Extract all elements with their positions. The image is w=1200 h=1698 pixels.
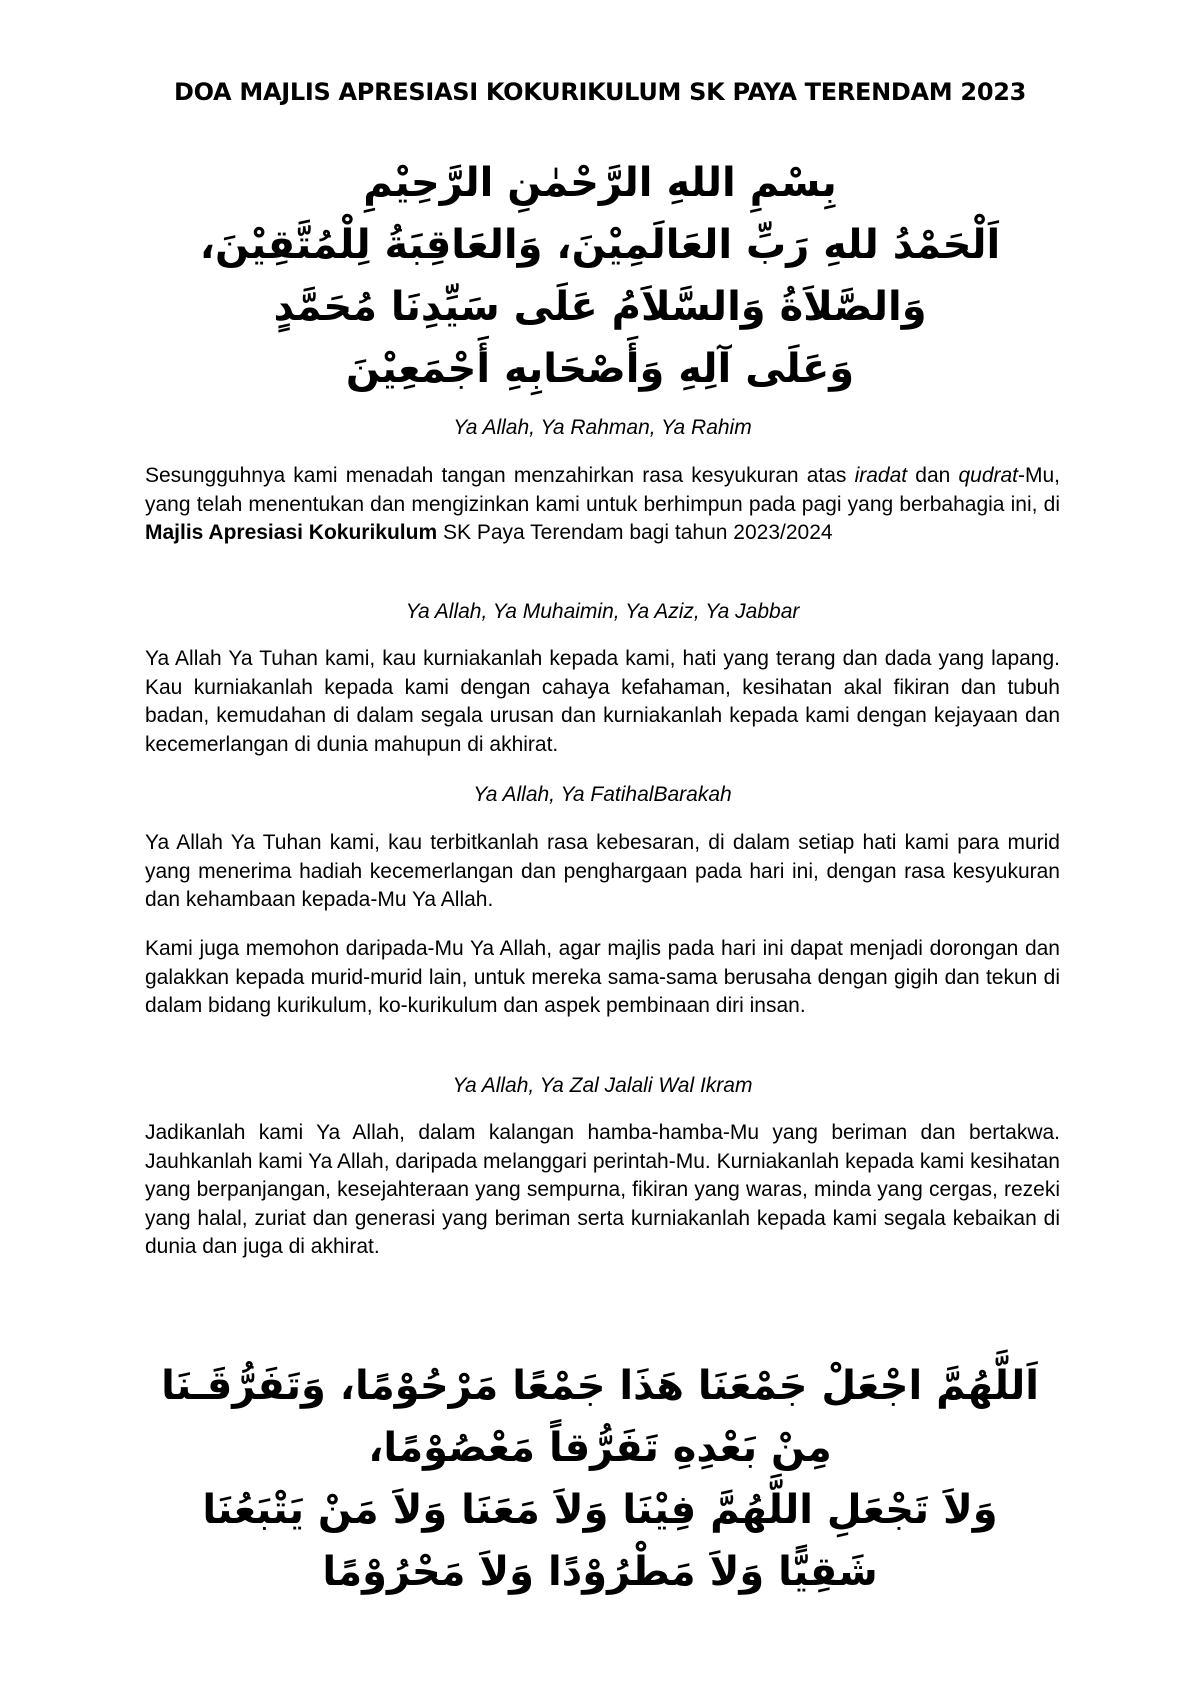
paragraph-3: Ya Allah Ya Tuhan kami, kau terbitkanlah rasa kebesaran, di dalam setiap hati kami para murid yang menerima hadiah kecemerlangan dan penghargaan pada hari ini, dengan rasa kesyukuran dan kehambaan kepada-Mu Ya Allah. <box>145 831 1060 911</box>
para-1-text-d: SK Paya Terendam bagi tahun 2023/2024 <box>437 521 833 544</box>
paragraph-2: Ya Allah Ya Tuhan kami, kau kurniakanlah kepada kami, hati yang terang dan dada yang lapang. Kau kurniakanlah kepada kami dengan cahaya kefahaman, kesihatan akal fikiran dan tubuh badan, kemudahan di dalam segala urusan dan kurniakanlah kepada kami dengan kejayaan dan kecemerlangan di dunia mahupun di akhirat. <box>145 647 1060 756</box>
arabic-line-ashab: وَعَلَى آلِهِ وَأَصْحَابِهِ أَجْمَعِيْنَ <box>345 346 855 392</box>
arabic-line-basmalah: بِسْمِ اللهِ الرَّحْمٰنِ الرَّحِيْمِ <box>363 160 837 206</box>
arabic-line-hamdalah: اَلْحَمْدُ للهِ رَبِّ العَالَمِيْنَ، وَالعَاقِبَةُ لِلْمُتَّقِيْنَ، <box>199 222 1001 268</box>
para-1-text-c: -Mu, yang telah menentukan dan mengizinkan kami untuk berhimpun pada pagi yang berbahagia ini, di <box>145 464 1061 516</box>
para-1-italic-iradat: iradat <box>854 464 908 487</box>
invocation-3: Ya Allah, Ya FatihalBarakah <box>473 783 732 806</box>
opening-arabic-prayer <box>100 152 1100 400</box>
closing-line-1: اَللَّهُمَّ اجْعَلْ جَمْعَنَا هَذَا جَمْعًا مَرْحُوْمًا، وَتَفَرُّقَـنَا <box>161 1363 1039 1409</box>
document-title: DOA MAJLIS APRESIASI KOKURIKULUM SK PAYA TERENDAM 2023 <box>173 78 1027 106</box>
para-1-bold-event: Majlis Apresiasi Kokurikulum <box>145 521 438 544</box>
invocation-4: Ya Allah, Ya Zal Jalali Wal Ikram <box>452 1074 753 1097</box>
closing-line-3: وَلاَ تَجْعَلِ اللَّهُمَّ فِيْنَا وَلاَ مَعَنَا وَلاَ مَنْ يَتْبَعُنَا <box>202 1487 998 1533</box>
paragraph-5: Jadikanlah kami Ya Allah, dalam kalangan hamba-hamba-Mu yang beriman dan bertakwa. Jauhkanlah kami Ya Allah, daripada melanggari perintah-Mu. Kurniakanlah kepada kami kesihatan yang berpanjangan, kesejahteraan yang sempurna, fikiran yang waras, minda yang cergas, rezeki yang halal, zuriat dan generasi yang beriman serta kurniakanlah kepada kami segala kebaikan di dunia dan juga di akhirat. <box>145 1121 1060 1258</box>
invocation-1: Ya Allah, Ya Rahman, Ya Rahim <box>453 416 752 439</box>
paragraph-4: Kami juga memohon daripada-Mu Ya Allah, agar majlis pada hari ini dapat menjadi dorongan dan galakkan kepada murid-murid lain, untuk mereka sama-sama berusaha dengan gigih dan tekun di dalam bidang kurikulum, ko-kurikulum dan aspek pembinaan diri insan. <box>145 937 1060 1017</box>
closing-line-2: مِنْ بَعْدِهِ تَفَرُّقاً مَعْصُوْمًا، <box>368 1425 832 1471</box>
invocation-2: Ya Allah, Ya Muhaimin, Ya Aziz, Ya Jabbar <box>405 600 800 623</box>
paragraph-1 <box>145 462 1060 548</box>
arabic-line-salawat: وَالصَّلاَةُ وَالسَّلاَمُ عَلَى سَيِّدِنَا مُحَمَّدٍ <box>273 284 927 330</box>
para-1-text-b: dan <box>907 464 959 487</box>
para-1-text-a: Sesungguhnya kami menadah tangan menzahirkan rasa kesyukuran atas <box>145 464 855 487</box>
para-1-italic-qudrat: qudrat <box>958 464 1019 487</box>
closing-arabic-prayer <box>100 1355 1100 1603</box>
closing-line-4: شَقِيًّا وَلاَ مَطْرُوْدًا وَلاَ مَحْرُوْمًا <box>322 1549 878 1595</box>
